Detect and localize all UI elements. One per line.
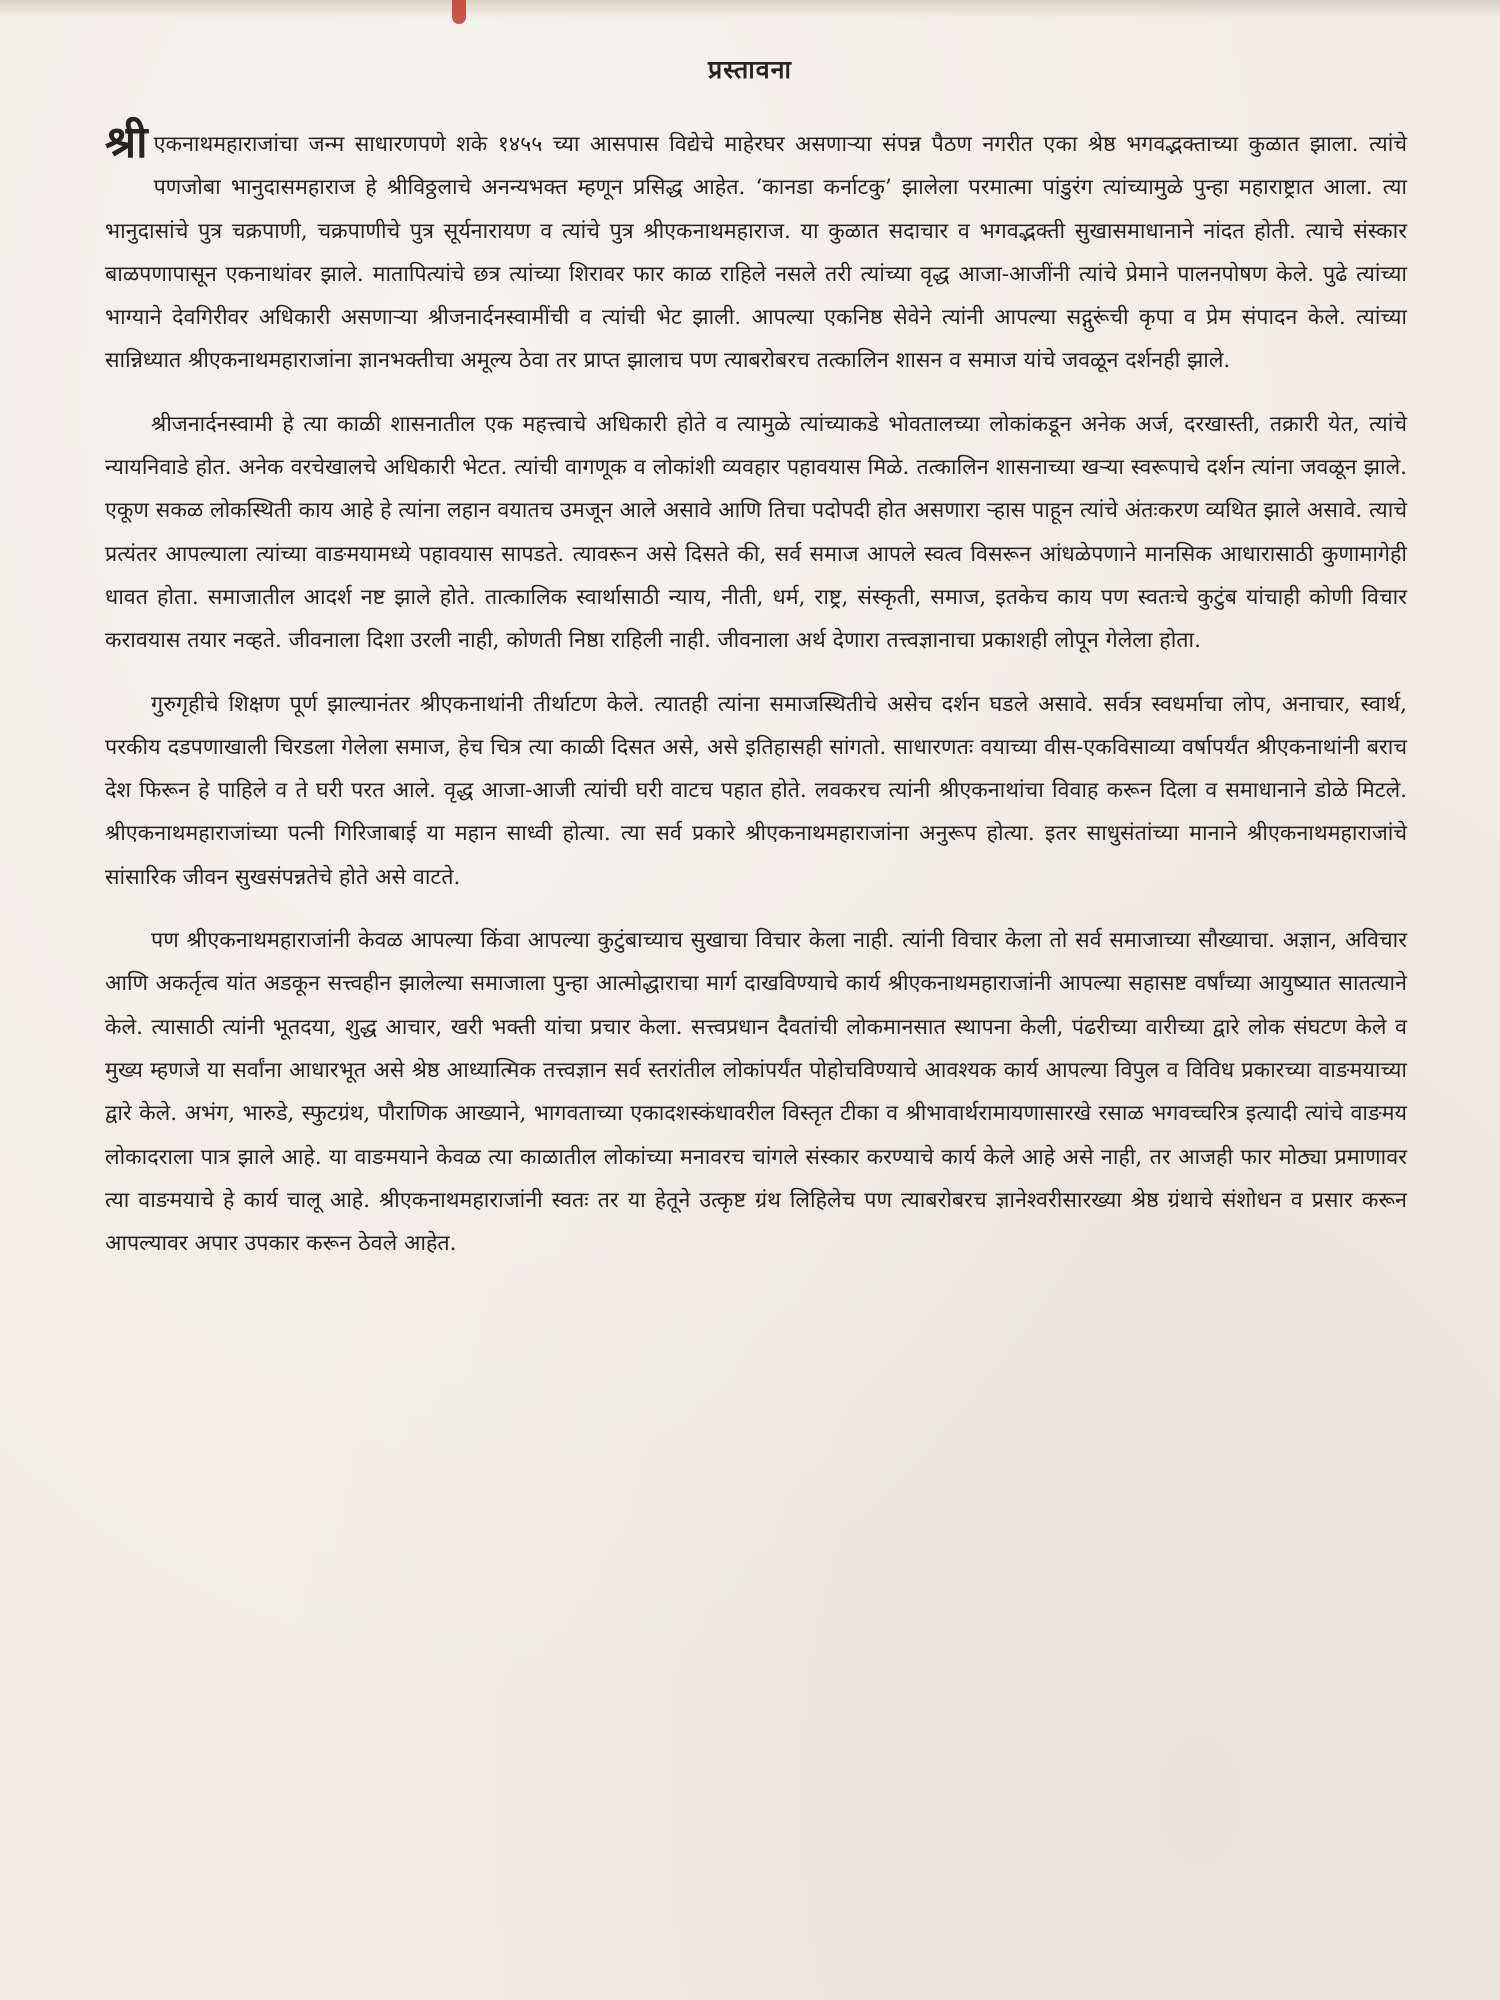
body-text bbox=[105, 117, 1407, 1285]
drop-cap: श्री bbox=[105, 117, 148, 168]
paragraph-1-text: एकनाथमहाराजांचा जन्म साधारणपणे शके १४५५ च्या आसपास विद्येचे माहेरघर असणाऱ्या संपन्न पैठण नगरीत एका श्रेष्ठ भगवद्भक्ताच्या कुळात झाला. त्यांचे पणजोबा भानुदासमहाराज हे श्रीविठ्ठलाचे अनन्यभक्त म्हणून प्रसिद्ध आहेत. ‘कानडा कर्नाटकु’ झालेला परमात्मा पांडुरंग त्यांच्यामुळे पुन्हा महाराष्ट्रात आला. त्या भानुदासांचे पुत्र चक्रपाणी, चक्रपाणीचे पुत्र सूर्यनारायण व त्यांचे पुत्र श्रीएकनाथमहाराज. या कुळात सदाचार व भगवद्भक्ती सुखासमाधानाने नांदत होती. त्याचे संस्कार बाळपणापासून एकनाथांवर झाले. मातापित्यांचे छत्र त्यांच्या शिरावर फार काळ राहिले नसले तरी त्यांच्या वृद्ध आजा-आजींनी त्यांचे प्रेमाने पालनपोषण केले. पुढे त्यांच्या भाग्याने देवगिरीवर अधिकारी असणाऱ्या श्रीजनार्दनस्वामींची व त्यांची भेट झाली. आपल्या एकनिष्ठ सेवेने त्यांनी आपल्या सद्गुरूंची कृपा व प्रेम संपादन केले. त्यांच्या सान्निध्यात श्रीएकनाथमहाराजांना ज्ञानभक्तीचा अमूल्य ठेवा तर प्राप्त झालाच पण त्याबरोबरच तत्कालिन शासन व समाज यांचे जवळून दर्शनही झाले. bbox=[105, 132, 1407, 374]
paragraph-4: पण श्रीएकनाथमहाराजांनी केवळ आपल्या किंवा आपल्या कुटुंबाच्याच सुखाचा विचार केला नाही. त्यांनी विचार केला तो सर्व समाजाच्या सौख्याचा. अज्ञान, अविचार आणि अकर्तृत्व यांत अडकून सत्त्वहीन झालेल्या समाजाला पुन्हा आत्मोद्धाराचा मार्ग दाखविण्याचे कार्य श्रीएकनाथमहाराजांनी आपल्या सहासष्ट वर्षांच्या आयुष्यात सातत्याने केले. त्यासाठी त्यांनी भूतदया, शुद्ध आचार, खरी भक्ती यांचा प्रचार केला. सत्त्वप्रधान दैवतांची लोकमानसात स्थापना केली, पंढरीच्या वारीच्या द्वारे लोक संघटण केले व मुख्य म्हणजे या सर्वांना आधारभूत असे श्रेष्ठ आध्यात्मिक तत्त्वज्ञान सर्व स्तरांतील लोकांपर्यंत पोहोचविण्याचे आवश्यक कार्य आपल्या विपुल व विविध प्रकारच्या वाङमयाच्या द्वारे केले. अभंग, भारुडे, स्फुटग्रंथ, पौराणिक आख्याने, भागवताच्या एकादशस्कंधावरील विस्तृत टीका व श्रीभावार्थरामायणासारखे रसाळ भगवच्चरित्र इत्यादी त्यांचे वाङमय लोकादराला पात्र झाले आहे. या वाङमयाने केवळ त्या काळातील लोकांच्या मनावरच चांगले संस्कार करण्याचे कार्य केले आहे असे नाही, तर आजही फार मोठ्या प्रमाणावर त्या वाङमयाचे हे कार्य चालू आहे. श्रीएकनाथमहाराजांनी स्वतः तर या हेतूने उत्कृष्ट ग्रंथ लिहिलेच पण त्याबरोबरच ज्ञानेश्वरीसारख्या श्रेष्ठ ग्रंथाचे संशोधन व प्रसार करून आपल्यावर अपार उपकार करून ठेवले आहेत. bbox=[105, 928, 1407, 1257]
red-page-mark bbox=[452, 0, 466, 24]
paragraph-1 bbox=[105, 117, 1407, 383]
page-top-edge bbox=[0, 0, 1500, 18]
page-title: प्रस्तावना bbox=[708, 55, 792, 84]
paragraph-2: श्रीजनार्दनस्वामी हे त्या काळी शासनातील एक महत्त्वाचे अधिकारी होते व त्यामुळे त्यांच्याकडे भोवतालच्या लोकांकडून अनेक अर्ज, दरखास्ती, तक्रारी येत, त्यांचे न्यायनिवाडे होत. अनेक वरचेखालचे अधिकारी भेटत. त्यांची वागणूक व लोकांशी व्यवहार पहावयास मिळे. तत्कालिन शासनाच्या खऱ्या स्वरूपाचे दर्शन त्यांना जवळून झाले. एकूण सकळ लोकस्थिती काय आहे हे त्यांना लहान वयातच उमजून आले असावे आणि तिचा पदोपदी होत असणारा ऱ्हास पाहून त्यांचे अंतःकरण व्यथित झाले असावे. त्याचे प्रत्यंतर आपल्याला त्यांच्या वाङमयामध्ये पहावयास सापडते. त्यावरून असे दिसते की, सर्व समाज आपले स्वत्व विसरून आंधळेपणाने मानसिक आधारासाठी कुणामागेही धावत होता. समाजातील आदर्श नष्ट झाले होते. तात्कालिक स्वार्थासाठी न्याय, नीती, धर्म, राष्ट्र, संस्कृती, समाज, इतकेच काय पण स्वतःचे कुटुंब यांचाही कोणी विचार करावयास तयार नव्हते. जीवनाला दिशा उरली नाही, कोणती निष्ठा राहिली नाही. जीवनाला अर्थ देणारा तत्त्वज्ञानाचा प्रकाशही लोपून गेलेला होता. bbox=[105, 411, 1407, 654]
paragraph-3: गुरुगृहीचे शिक्षण पूर्ण झाल्यानंतर श्रीएकनाथांनी तीर्थाटण केले. त्यातही त्यांना समाजस्थितीचे असेच दर्शन घडले असावे. सर्वत्र स्वधर्माचा लोप, अनाचार, स्वार्थ, परकीय दडपणाखाली चिरडला गेलेला समाज, हेच चित्र त्या काळी दिसत असे, असे इतिहासही सांगतो. साधारणतः वयाच्या वीस-एकविसाव्या वर्षापर्यंत श्रीएकनाथांनी बराच देश फिरून हे पाहिले व ते घरी परत आले. वृद्ध आजा-आजी त्यांची घरी वाटच पहात होते. लवकरच त्यांनी श्रीएकनाथांचा विवाह करून दिला व समाधानाने डोळे मिटले. श्रीएकनाथमहाराजांच्या पत्नी गिरिजाबाई या महान साध्वी होत्या. त्या सर्व प्रकारे श्रीएकनाथमहाराजांना अनुरूप होत्या. इतर साधुसंतांच्या मानाने श्रीएकनाथमहाराजांचे सांसारिक जीवन सुखसंपन्नतेचे होते असे वाटते. bbox=[105, 691, 1407, 890]
